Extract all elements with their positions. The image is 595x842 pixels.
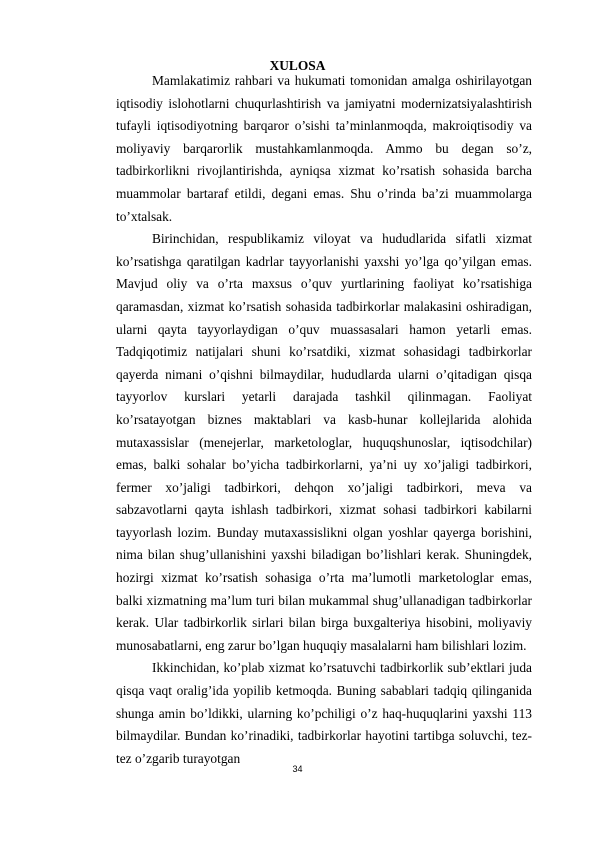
paragraph-second-problem: Ikkinchidan, ko’plab xizmat ko’rsatuvchi tadbirkorlik sub’ektlari juda qisqa vaqt oralig’ida yopilib ketmoqda. Buning sabablari tadqiq qilinganida shunga amin bo’ldikki, ularning ko’pchiligi o’z haq-huquqlarini yaxshi 113 bilmaydilar. Bundan ko’rinadiki, tadbirkorlar hayotini tartibga soluvchi, tez-tez o’zgarib turayotgan: [116, 660, 532, 766]
page-number: 34: [292, 764, 303, 774]
paragraph-intro: Mamlakatimiz rahbari va hukumati tomonidan amalga oshirilayotgan iqtisodiy islohotlarni chuqurlashtirish va jamiyatni modernizatsiyalashtirish tufayli iqtisodiyotning barqaror o’sishi ta’minlanmoqda, makroiqtisodiy va moliyaviy barqarorlik mustahkamlanmoqda. Ammo bu degan so’z, tadbirkorlikni rivojlantirishda, ayniqsa xizmat ko’rsatish sohasida barcha muammolar bartaraf etildi, degani emas. Shu o’rinda ba’zi muammolarga to’xtalsak.: [116, 73, 532, 224]
body-text: [116, 70, 532, 770]
section-title: XULOSA: [269, 58, 326, 73]
paragraph-first-problem: Birinchidan, respublikamiz viloyat va hududlarida sifatli xizmat ko’rsatishga qaratilgan kadrlar tayyorlanishi yaxshi yo’lga qo’yilgan emas. Mavjud oliy va o’rta maxsus o’quv yurtlarining faoliyat ko’rsatishiga qaramasdan, xizmat ko’rsatish sohasida tadbirkorlar malakasini oshiradigan, ularni qayta tayyorlaydigan o’quv muassasalari hamon yetarli emas. Tadqiqotimiz natijalari shuni ko’rsatdiki, xizmat sohasidagi tadbirkorlar qayerda nimani o’qishni bilmaydilar, hududlarda ularni o’qitadigan qisqa tayyorlov kurslari yetarli darajada tashkil qilinmagan. Faoliyat ko’rsatayotgan biznes maktablari va kasb-hunar kollejlarida alohida mutaxassislar (menejerlar, marketologlar, huquqshunoslar, iqtisodchilar) emas, balki sohalar bo’yicha tadbirkorlarni, ya’ni uy xo’jaligi tadbirkori, fermer xo’jaligi tadbirkori, dehqon xo’jaligi tadbirkori, meva va sabzavotlarni qayta ishlash tadbirkori, xizmat sohasi tadbirkori kabilarni tayyorlash lozim. Bunday mutaxassislikni olgan yoshlar qayerga borishini, nima bilan shug’ullanishini yaxshi biladigan bo’lishlari kerak. Shuningdek, hozirgi xizmat ko’rsatish sohasiga o’rta ma’lumotli marketologlar emas, balki xizmatning ma’lum turi bilan mukammal shug’ullanadigan tadbirkorlar kerak. Ular tadbirkorlik sirlari bilan birga buxgalteriya hisobini, moliyaviy munosabatlarni, eng zarur bo’lgan huquqiy masalalarni ham bilishlari lozim.: [116, 231, 532, 653]
